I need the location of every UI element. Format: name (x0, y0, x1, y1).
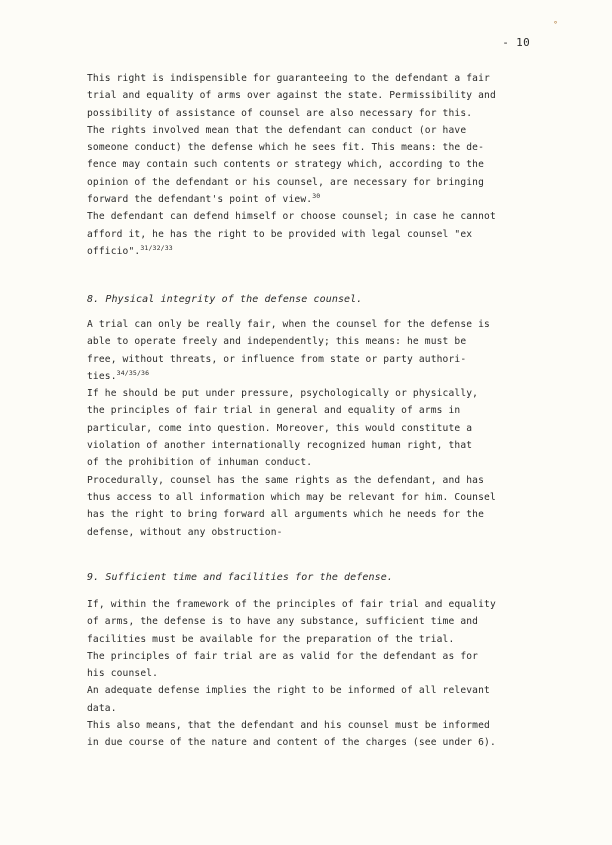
text-line: A trial can only be really fair, when the counsel for the defense is (87, 319, 490, 330)
section-heading-9: 9. Sufficient time and facilities for the defense. (87, 572, 394, 583)
footnote-ref: 31/32/33 (140, 243, 173, 252)
text-fragment: ties. (87, 370, 117, 382)
footnote-ref: 34/35/36 (116, 368, 150, 377)
text-line: has the right to bring forward all arguments which he needs for the (87, 509, 485, 521)
section-8-text (87, 316, 527, 541)
text-line: of arms, the defense is to have any substance, sufficient time and (87, 616, 479, 628)
section-a-text (87, 70, 527, 260)
text-line: in due course of the nature and content of the charges (see under 6). (87, 737, 496, 749)
text-fragment: officio". (87, 245, 141, 257)
text-line: This also means, that the defendant and his counsel must be informed (87, 720, 490, 732)
text-fragment: forward the defendant's point of view. (87, 194, 313, 206)
text-line: An adequate defense implies the right to be informed of all relevant (87, 685, 490, 697)
text-line: fence may contain such contents or strategy which, according to the (87, 159, 485, 171)
text-line: The rights involved mean that the defendant can conduct (or have (87, 124, 467, 136)
section-heading-8: 8. Physical integrity of the defense counsel. (87, 294, 363, 305)
text-line: If he should be put under pressure, psychologically or physically, (87, 388, 479, 400)
text-line: violation of another internationally recognized human right, that (87, 440, 473, 452)
text-line: able to operate freely and independently; this means: he must be (87, 336, 467, 348)
text-line: the principles of fair trial in general and equality of arms in (87, 405, 461, 417)
text-line: If, within the framework of the principles of fair trial and equality (87, 599, 496, 610)
text-line: defense, without any obstruction- (87, 526, 283, 538)
text-line: facilities must be available for the preparation of the trial. (87, 633, 455, 645)
text-line: This right is indispensible for guaranteeing to the defendant a fair (87, 73, 490, 84)
text-line: trial and equality of arms over against the state. Permissibility and (87, 90, 496, 102)
text-line: someone conduct) the defense which he sees fit. This means: the de- (87, 142, 485, 154)
text-line: opinion of the defendant or his counsel, are necessary for bringing (87, 176, 485, 188)
text-line (87, 368, 527, 385)
text-line: Procedurally, counsel has the same rights as the defendant, and has (87, 474, 485, 486)
section-9-text (87, 596, 527, 752)
text-line: The principles of fair trial are as valid for the defendant as for (87, 650, 479, 662)
text-line: of the prohibition of inhuman conduct. (87, 457, 313, 469)
text-line: data. (87, 702, 117, 714)
margin-mark: ° (553, 20, 558, 29)
text-line: thus access to all information which may be relevant for him. Counsel (87, 491, 496, 503)
footnote-ref: 30 (312, 192, 321, 201)
text-line: The defendant can defend himself or choose counsel; in case he cannot (87, 211, 496, 223)
text-line: his counsel. (87, 668, 159, 680)
text-line: particular, come into question. Moreover, this would constitute a (87, 422, 473, 434)
text-line (87, 243, 527, 260)
text-line: afford it, he has the right to be provided with legal counsel "ex (87, 228, 473, 240)
text-line: free, without threats, or influence from state or party authori- (87, 353, 467, 365)
text-line (87, 191, 527, 208)
page-number: - 10 (502, 36, 530, 49)
text-line: possibility of assistance of counsel are also necessary for this. (87, 107, 473, 119)
